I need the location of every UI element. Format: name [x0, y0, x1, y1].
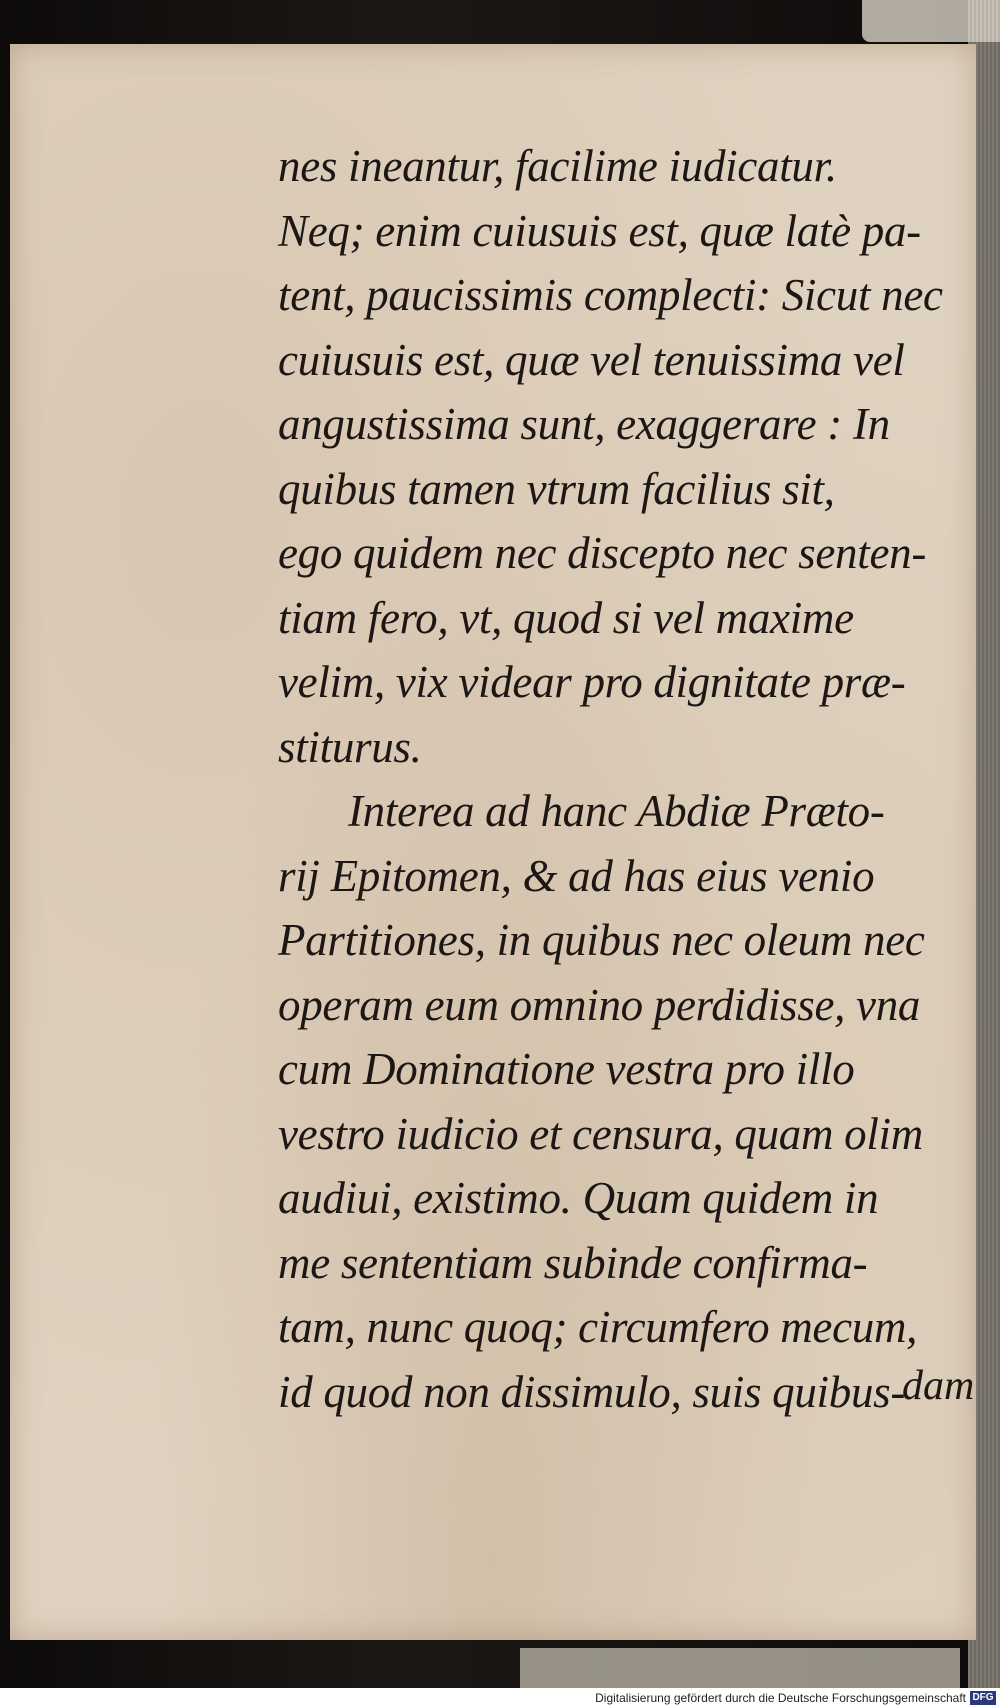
book-page	[10, 44, 976, 1640]
text-line: nes ineantur, facilime iudicatur.	[278, 141, 837, 191]
text-line: Partitiones, in quibus nec oleum nec	[278, 915, 925, 965]
text-line: vestro iudicio et censura, quam olim	[278, 1108, 923, 1159]
page-text-block	[278, 134, 958, 1424]
digitization-footer	[0, 1688, 1000, 1707]
text-line: tam, nunc quoq; circumfero mecum,	[278, 1302, 918, 1352]
dfg-logo-icon: DFG	[970, 1691, 996, 1705]
text-line: tiam fero, vt, quod si vel maxime	[278, 592, 854, 643]
text-line: quibus tamen vtrum facilius sit,	[278, 463, 835, 514]
text-line: rij Epitomen, & ad has eius venio	[278, 850, 875, 901]
footer-credit: Digitalisierung gefördert durch die Deutsche Forschungsgemeinschaft	[595, 1691, 966, 1705]
text-line: me sententiam subinde confirma-	[278, 1237, 868, 1288]
text-line: cum Dominatione vestra pro illo	[278, 1044, 855, 1094]
paragraph-start-line: Interea ad hanc Abdiæ Præto-	[348, 786, 885, 836]
text-line: operam eum omnino perdidisse, vna	[278, 979, 921, 1030]
text-line: ego quidem nec discepto nec senten-	[278, 528, 926, 578]
book-edge-bottom	[520, 1648, 960, 1688]
text-line: audiui, existimo. Quam quidem in	[278, 1173, 879, 1223]
text-line: id quod non dissimulo, suis quibus-	[278, 1366, 906, 1417]
text-line: stiturus.	[278, 721, 422, 772]
text-line: tent, paucissimis complecti: Sicut nec	[278, 270, 943, 320]
text-line: cuiusuis est, quæ vel tenuissima vel	[278, 334, 905, 385]
text-line: velim, vix videar pro dignitate præ-	[278, 657, 906, 707]
text-line: Neq; enim cuiusuis est, quæ latè pa-	[278, 205, 921, 256]
catchword: dam	[902, 1363, 975, 1409]
text-line: angustissima sunt, exaggerare : In	[278, 399, 890, 449]
